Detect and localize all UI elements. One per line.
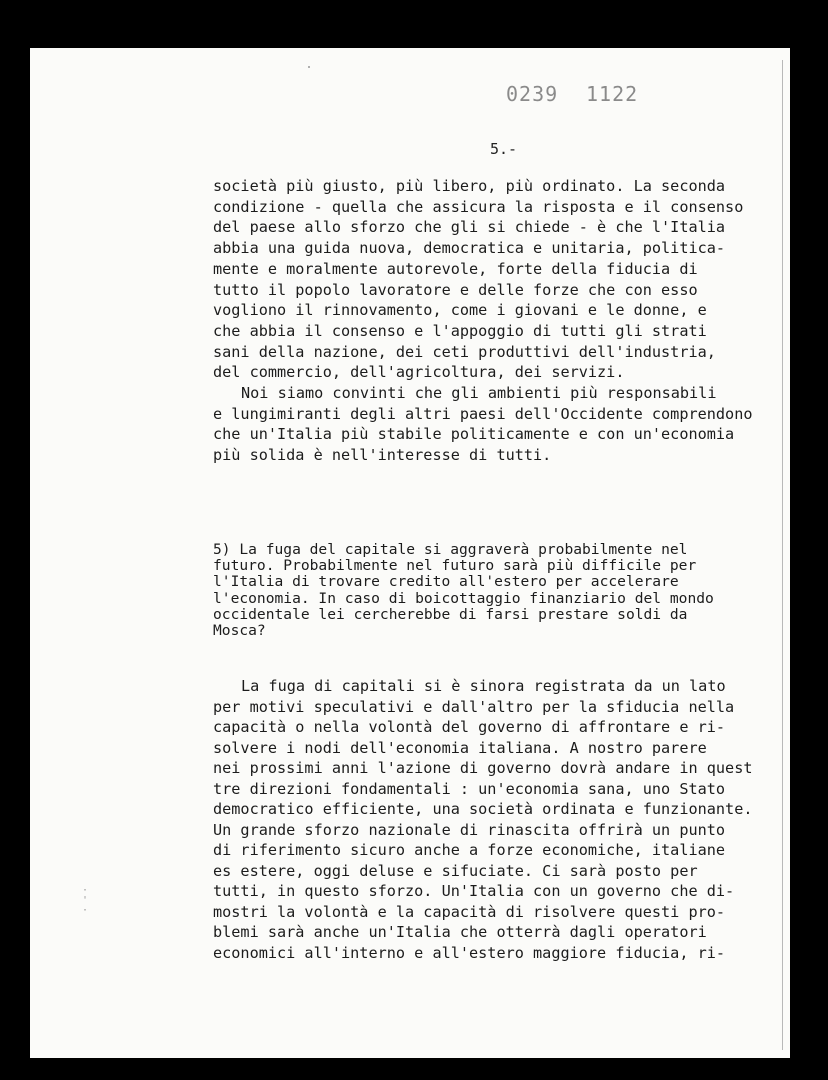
text-line: capacità o nella volontà del governo di affrontare e ri- — [213, 718, 726, 736]
text-line: democratico efficiente, una società ordinata e funzionante. — [213, 800, 753, 818]
text-line: 5) La fuga del capitale si aggraverà probabilmente nel — [213, 541, 688, 558]
text-line: economici all'interno e all'estero maggiore fiducia, ri- — [213, 943, 726, 962]
text-line: tre direzioni fondamentali : un'economia sana, uno Stato — [213, 779, 726, 798]
text-line: per motivi speculativi e dall'altro per la sfiducia nella — [213, 697, 735, 716]
document-page — [30, 48, 790, 1058]
text-line: tutti, in questo sforzo. Un'Italia con un governo che di- — [213, 882, 735, 900]
folio-number-right: 1122 — [586, 82, 639, 106]
paragraph-answer-4 — [213, 176, 752, 466]
text-line: solvere i nodi dell'economia italiana. A nostro parere — [213, 738, 707, 757]
text-line: del commercio, dell'agricoltura, dei servizi. — [213, 363, 625, 382]
text-line: sani della nazione, dei ceti produttivi dell'industria, — [213, 342, 716, 361]
text-line: condizione - quella che assicura la risposta e il consenso — [213, 197, 744, 216]
text-line: che abbia il consenso e l'appoggio di tutti gli strati — [213, 321, 707, 340]
paragraph-answer-5 — [213, 676, 752, 963]
margin-smudge: · ' · — [82, 885, 89, 916]
text-line: l'economia. In caso di boicottaggio finanziario del mondo — [213, 589, 714, 607]
text-line: vogliono il rinnovamento, come i giovani e le donne, e — [213, 301, 707, 320]
question-5 — [213, 542, 714, 639]
text-line: es estere, oggi deluse e sifuciate. Ci sarà posto per — [213, 861, 698, 880]
text-line: futuro. Probabilmente nel futuro sarà più difficile per — [213, 557, 697, 575]
text-line: La fuga di capitali si è sinora registrata da un lato — [241, 677, 726, 695]
text-line: Un grande sforzo nazionale di rinascita offrirà un punto — [213, 820, 726, 839]
text-line: mente e moralmente autorevole, forte della fiducia di — [213, 259, 698, 278]
text-line: del paese allo sforzo che gli si chiede - è che l'Italia — [213, 218, 726, 237]
text-line: abbia una guida nuova, democratica e unitaria, politica- — [213, 239, 726, 258]
text-line: società più giusto, più libero, più ordinato. La seconda — [213, 177, 726, 195]
text-line: più solida è nell'interesse di tutti. — [213, 446, 552, 465]
text-line: mostri la volontà e la capacità di risolvere questi pro- — [213, 902, 726, 921]
text-line: nei prossimi anni l'azione di governo dovrà andare in quest — [213, 759, 753, 777]
page-edge-line — [782, 60, 783, 1050]
folio-number-left: 0239 — [506, 82, 559, 106]
ink-speck — [308, 66, 310, 68]
text-line: che un'Italia più stabile politicamente e con un'economia — [213, 425, 735, 444]
text-line: e lungimiranti degli altri paesi dell'Occidente comprendono — [213, 404, 753, 423]
text-line: l'Italia di trovare credito all'estero per accelerare — [213, 573, 679, 591]
text-line: tutto il popolo lavoratore e delle forze che con esso — [213, 280, 698, 299]
text-line: Mosca? — [213, 622, 266, 640]
text-line: blemi sarà anche un'Italia che otterrà dagli operatori — [213, 923, 707, 941]
text-line: di riferimento sicuro anche a forze economiche, italiane — [213, 841, 726, 859]
page-number: 5.- — [490, 140, 518, 158]
text-line: Noi siamo convinti che gli ambienti più responsabili — [241, 384, 717, 403]
text-line: occidentale lei cercherebbe di farsi prestare soldi da — [213, 605, 688, 623]
